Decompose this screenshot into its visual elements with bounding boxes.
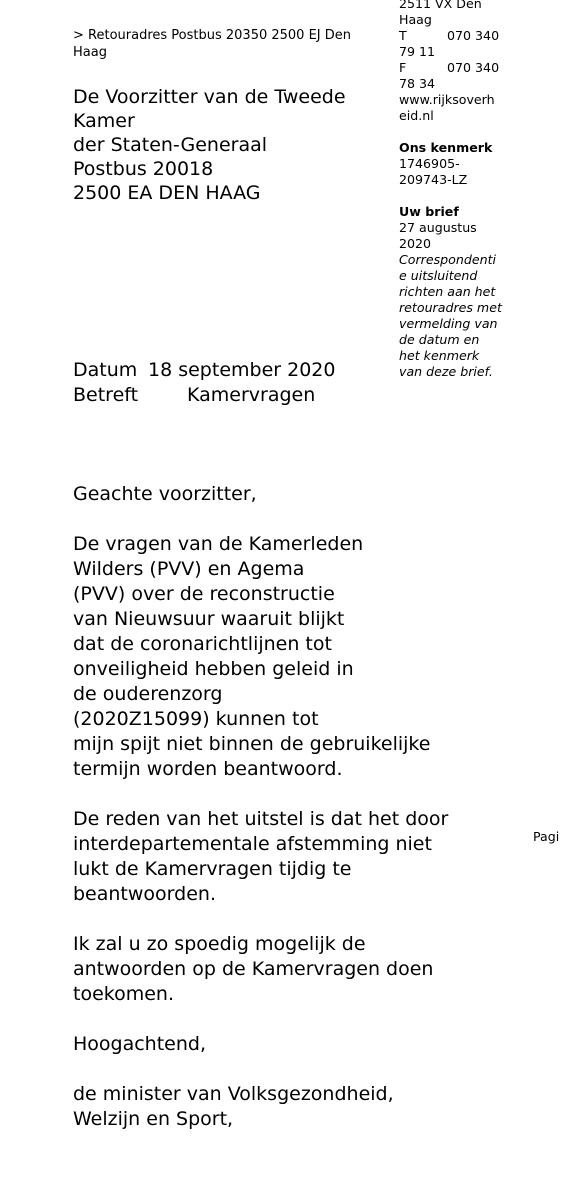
uw-brief-value: 2020 — [399, 236, 432, 251]
paragraph-line: van Nieuwsuur waaruit blijkt — [73, 608, 345, 630]
letter-body — [73, 482, 493, 1132]
spacer — [399, 124, 517, 140]
correspondence-note-line: van deze brief. — [399, 364, 493, 379]
paragraph-line: (PVV) over de reconstructie — [73, 583, 335, 605]
paragraph-promise — [73, 932, 493, 1007]
paragraph-postponement — [73, 532, 493, 782]
paragraph-line: termijn worden beantwoord. — [73, 758, 343, 780]
correspondence-note-line: richten aan het — [399, 284, 496, 299]
return-address — [73, 27, 393, 61]
ons-kenmerk-label: Ons kenmerk — [399, 140, 493, 155]
ons-kenmerk-value: 209743-LZ — [399, 172, 468, 187]
paragraph-line: de ouderenzorg — [73, 683, 223, 705]
salutation: Geachte voorzitter, — [73, 483, 257, 505]
page-indicator: Pagi — [533, 829, 560, 844]
phone-label: T — [399, 28, 407, 43]
correspondence-note-line: het kenmerk — [399, 348, 480, 363]
paragraph-line: Wilders (PVV) en Agema — [73, 558, 305, 580]
sender-address-line: Haag — [399, 12, 432, 27]
correspondence-note-line: Correspondenti — [399, 252, 497, 267]
website-line: www.rijksoverh — [399, 92, 495, 107]
recipient-line: der Staten-Generaal — [73, 134, 268, 156]
fax-number-continued: 78 34 — [399, 76, 436, 91]
uw-brief-label: Uw brief — [399, 204, 459, 219]
paragraph-line: toekomen. — [73, 983, 174, 1005]
recipient-line: Postbus 20018 — [73, 158, 214, 180]
paragraph-line: antwoorden op de Kamervragen doen — [73, 958, 434, 980]
subject-row — [73, 383, 335, 408]
return-address-line: > Retouradres Postbus 20350 2500 EJ Den — [73, 28, 352, 43]
recipient-line: De Voorzitter van de Tweede — [73, 86, 346, 108]
correspondence-note-line: vermelding van — [399, 316, 498, 331]
fax-number: 070 340 — [447, 60, 500, 75]
spacer — [399, 188, 517, 204]
phone-number-continued: 79 11 — [399, 44, 436, 59]
recipient-line: Kamer — [73, 110, 135, 132]
paragraph-line: interdepartementale afstemming niet — [73, 833, 432, 855]
subject-label: Betreft — [73, 384, 139, 406]
correspondence-note-line: e uitsluitend — [399, 268, 478, 283]
uw-brief-value: 27 augustus — [399, 220, 477, 235]
recipient-line: 2500 EA DEN HAAG — [73, 182, 261, 204]
date-label: Datum — [73, 359, 138, 381]
date-value: 18 september 2020 — [148, 359, 336, 381]
sender-details-column — [399, 0, 517, 380]
fax-label: F — [399, 60, 407, 75]
correspondence-note-line: de datum en — [399, 332, 480, 347]
paragraph-line: lukt de Kamervragen tijdig te — [73, 858, 352, 880]
paragraph-line: De vragen van de Kamerleden — [73, 533, 364, 555]
paragraph-reason — [73, 807, 493, 907]
paragraph-line: dat de coronarichtlijnen tot — [73, 633, 332, 655]
correspondence-note-line: retouradres met — [399, 300, 502, 315]
date-row — [73, 358, 335, 383]
phone-line — [399, 28, 517, 44]
signature-block — [73, 1082, 493, 1132]
return-address-line: Haag — [73, 45, 107, 60]
paragraph-line: Ik zal u zo spoedig mogelijk de — [73, 933, 366, 955]
fax-line — [399, 60, 517, 76]
signature-line: Welzijn en Sport, — [73, 1108, 234, 1130]
sender-address-line: 2511 VX Den — [399, 0, 482, 11]
paragraph-line: De reden van het uitstel is dat het door — [73, 808, 449, 830]
letter-meta — [73, 358, 335, 408]
closing: Hoogachtend, — [73, 1033, 207, 1055]
paragraph-line: mijn spijt niet binnen de gebruikelijke — [73, 733, 431, 755]
paragraph-line: onveiligheid hebben geleid in — [73, 658, 354, 680]
subject-value: Kamervragen — [187, 384, 316, 406]
paragraph-line: (2020Z15099) kunnen tot — [73, 708, 319, 730]
signature-line: de minister van Volksgezondheid, — [73, 1083, 394, 1105]
paragraph-line: beantwoorden. — [73, 883, 216, 905]
phone-number: 070 340 — [447, 28, 500, 43]
website-line: eid.nl — [399, 108, 434, 123]
ons-kenmerk-value: 1746905- — [399, 156, 460, 171]
recipient-address — [73, 85, 393, 205]
